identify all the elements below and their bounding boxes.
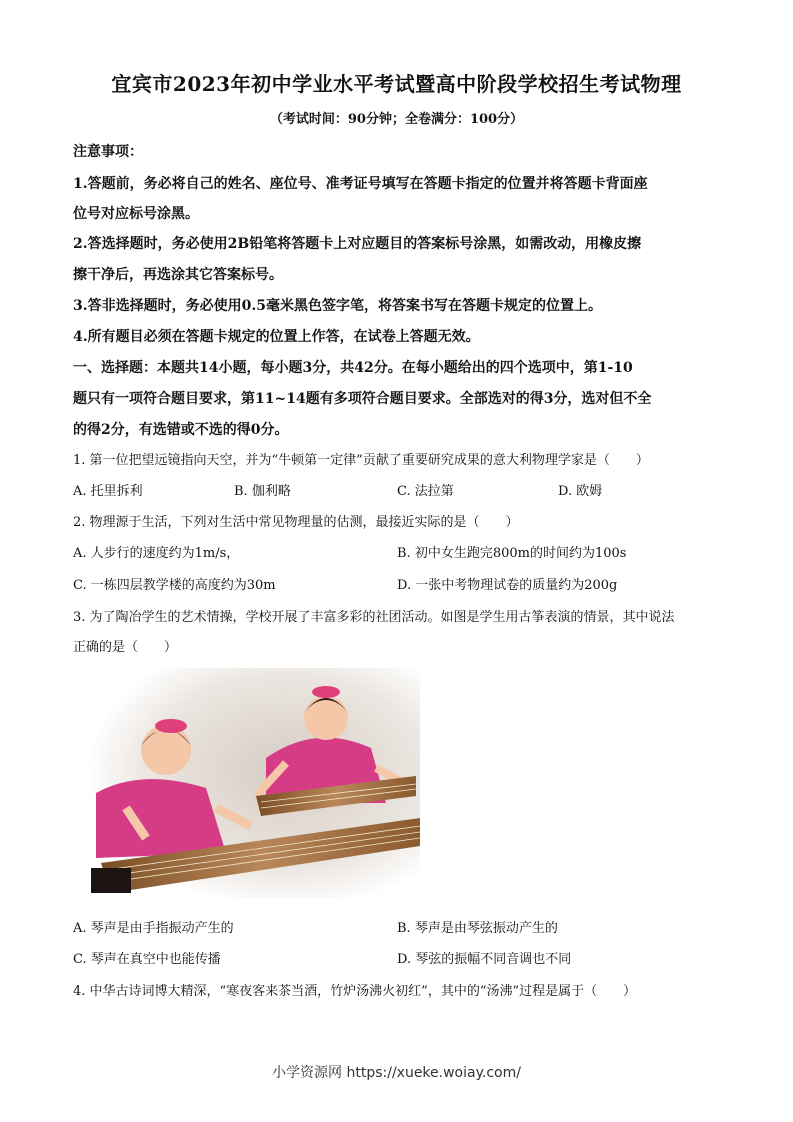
question-2-stem: 2. 物理源于生活，下列对生活中常见物理量的估测，最接近实际的是（ ） (73, 515, 519, 530)
page-title: 宜宾市2023年初中学业水平考试暨高中阶段学校招生考试物理 (111, 72, 682, 96)
q1-option-d[interactable]: D. 欧姆 (558, 484, 603, 499)
question-3-stem-cont: 正确的是（ ） (73, 640, 178, 655)
question-4-stem: 4. 中华古诗词博大精深，“寒夜客来茶当酒，竹炉汤沸火初红”，其中的“汤沸”过程是属于（ ） (73, 984, 637, 999)
q2-option-c[interactable]: C. 一栋四层教学楼的高度约为30m (73, 578, 276, 593)
section-intro-line: 一、选择题：本题共14小题，每小题3分，共42分。在每小题给出的四个选项中，第1-10 (73, 360, 633, 376)
notice-line: 位号对应标号涂黑。 (73, 206, 199, 222)
notice-line: 擦干净后，再选涂其它答案标号。 (73, 267, 283, 283)
q1-option-c[interactable]: C. 法拉第 (397, 484, 454, 499)
notice-line: 2.答选择题时，务必使用2B铅笔将答题卡上对应题目的答案标号涂黑，如需改动，用橡皮擦 (73, 236, 642, 252)
guzheng-performance-figure (86, 668, 420, 898)
question-1-stem: 1. 第一位把望远镜指向天空，并为“牛顿第一定律”贡献了重要研究成果的意大利物理学家是（ ） (73, 453, 649, 468)
q3-option-c[interactable]: C. 琴声在真空中也能传播 (73, 952, 221, 967)
page-subtitle: （考试时间：90分钟；全卷满分：100分） (269, 112, 524, 127)
notice-heading: 注意事项： (73, 144, 143, 160)
q3-option-b[interactable]: B. 琴声是由琴弦振动产生的 (397, 921, 558, 936)
notice-line: 4.所有题目必须在答题卡规定的位置上作答，在试卷上答题无效。 (73, 329, 480, 345)
q1-option-a[interactable]: A. 托里拆利 (73, 484, 143, 499)
notice-line: 3.答非选择题时，务必使用0.5毫米黑色签字笔，将答案书写在答题卡规定的位置上。 (73, 298, 602, 314)
section-intro-line: 的得2分，有选错或不选的得0分。 (73, 422, 289, 438)
q2-option-b[interactable]: B. 初中女生跑完800m的时间约为100s (397, 546, 627, 561)
q2-option-a[interactable]: A. 人步行的速度约为1m/s， (73, 546, 240, 561)
q1-option-b[interactable]: B. 伽利略 (234, 484, 291, 499)
q3-option-a[interactable]: A. 琴声是由手指振动产生的 (73, 921, 234, 936)
q2-option-d[interactable]: D. 一张中考物理试卷的质量约为200g (397, 578, 618, 593)
footer-watermark: 小学资源网 https://xueke.woiay.com/ (272, 1065, 521, 1081)
section-intro-line: 题只有一项符合题目要求，第11~14题有多项符合题目要求。全部选对的得3分，选对但不全 (73, 391, 652, 407)
question-3-stem: 3. 为了陶冶学生的艺术情操，学校开展了丰富多彩的社团活动。如图是学生用古筝表演的情景，其中说法 (73, 610, 675, 625)
notice-line: 1.答题前，务必将自己的姓名、座位号、准考证号填写在答题卡指定的位置并将答题卡背面座 (73, 176, 648, 192)
q3-option-d[interactable]: D. 琴弦的振幅不同音调也不同 (397, 952, 572, 967)
